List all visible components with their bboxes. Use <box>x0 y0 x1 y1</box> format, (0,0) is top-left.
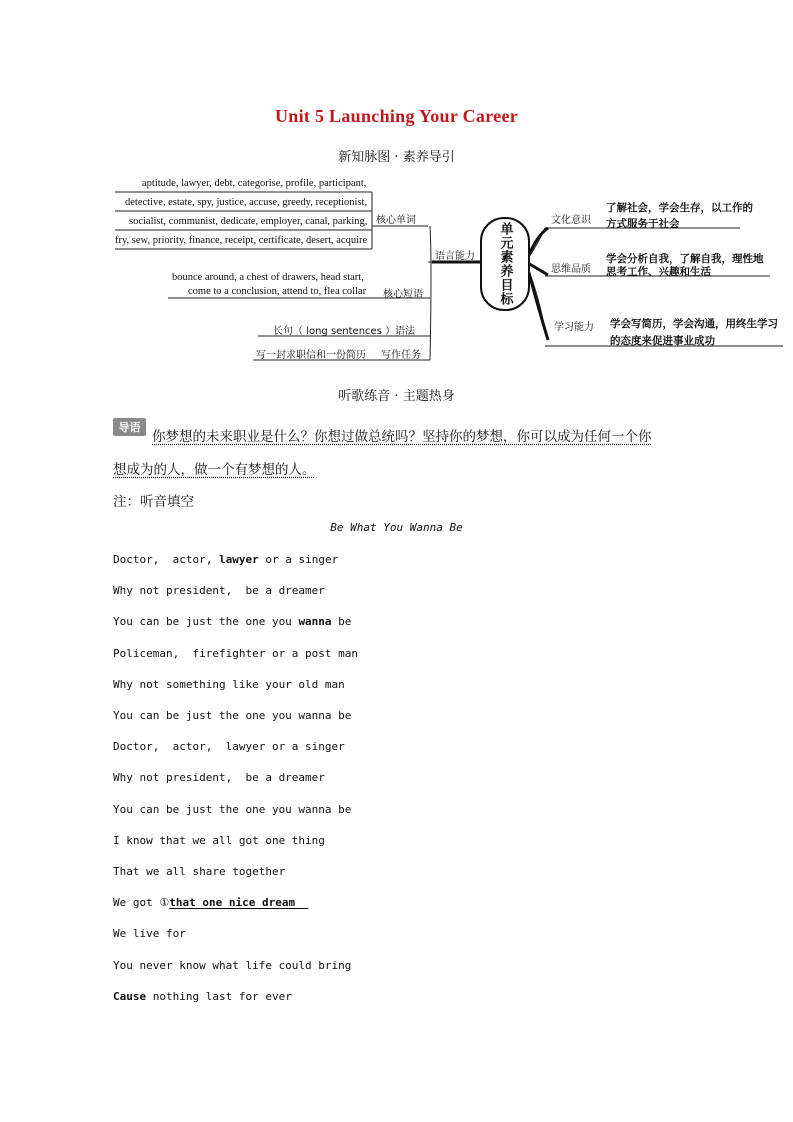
culture-label: 文化意识 <box>551 215 591 226</box>
lyric-text: You can be just the one you <box>113 615 299 629</box>
culture-line-1: 了解社会，学会生存，以工作的 <box>606 202 753 214</box>
learning-label: 学习能力 <box>554 322 594 333</box>
guide-line-2 <box>113 458 316 478</box>
lyric-text: Why not president, be a dreamer <box>113 771 325 785</box>
lyric-line <box>113 615 351 628</box>
phrase-line-2: come to a conclusion, attend to, flea collar <box>188 286 367 297</box>
lyric-text: Why not something like your old man <box>113 677 345 691</box>
culture-line-2: 方式服务于社会 <box>606 218 680 230</box>
mindmap-center-node <box>480 217 530 311</box>
lyric-line <box>113 678 345 691</box>
thinking-line-2: 思考工作、兴趣和生活 <box>606 266 711 278</box>
lyric-text: You never know what life could bring <box>113 958 352 972</box>
lyric-text: You can be just the one you wanna be <box>113 709 352 722</box>
phrase-line-1: bounce around, a chest of drawers, head start, <box>172 272 364 283</box>
lyric-line <box>113 584 325 597</box>
section-heading-song: 听歌练音 · 主题热身 <box>338 389 455 404</box>
center-node-label: 单元素养目标 <box>497 222 513 306</box>
grammar-label: 语法 <box>395 326 415 337</box>
lyric-line <box>113 709 351 722</box>
lyric-text: Policeman, firefighter or a post man <box>113 646 359 660</box>
phrase-label: 核心短语 <box>383 289 423 300</box>
lyric-emphasis: lawyer <box>218 553 259 566</box>
guide-badge: 导语 <box>113 418 146 436</box>
guide-text-2: 想成为的人，做一个有梦想的人。 <box>113 462 316 478</box>
lyric-text: That we all share together <box>113 865 286 878</box>
vocab-line-2: detective, estate, spy, justice, accuse, greedy, receptionist, <box>125 197 368 208</box>
lyric-line <box>113 865 285 878</box>
lyric-text: We got ① <box>113 896 170 910</box>
lyric-line <box>113 647 358 660</box>
lyric-line <box>113 771 325 784</box>
lyric-text: be <box>331 615 352 629</box>
lyric-line <box>113 553 338 566</box>
learning-line-1: 学会写简历，学会沟通，用终生学习 <box>610 318 778 330</box>
lyric-emphasis: Cause <box>113 989 147 1003</box>
task-label: 写作任务 <box>381 350 421 361</box>
lyric-line <box>113 834 325 847</box>
lyric-line <box>113 927 186 940</box>
lyric-emphasis: wanna <box>298 615 332 629</box>
lyric-text: nothing last for ever <box>146 989 292 1003</box>
lyric-text: You can be just the one you wanna be <box>113 802 352 816</box>
vocab-line-4: fry, sew, priority, finance, receipt, certificate, desert, acquire <box>115 235 368 246</box>
section-heading-mindmap: 新知脉图 · 素养导引 <box>338 150 455 165</box>
vocab-line-1: aptitude, lawyer, debt, categorise, profile, participant, <box>142 178 367 189</box>
lyric-line <box>113 740 345 753</box>
lyric-line <box>113 803 351 816</box>
vocab-line-3: socialist, communist, dedicate, employer, canal, parking, <box>129 216 368 227</box>
language-ability-label: 语言能力 <box>435 251 475 262</box>
lyric-text: We live for <box>113 927 186 941</box>
unit-title: Unit 5 Launching Your Career <box>274 106 519 126</box>
lyric-text: or a singer <box>258 553 339 566</box>
lyric-text: Doctor, actor, lawyer or a singer <box>113 740 345 754</box>
note-instruction: 注：听音填空 <box>113 494 194 510</box>
guide-text-1: 你梦想的未来职业是什么？你想过做总统吗？坚持你的梦想，你可以成为任何一个你 <box>152 429 652 445</box>
guide-line-1 <box>152 425 652 445</box>
task-item: 写一封求职信和一份简历 <box>256 350 366 361</box>
lyric-text: I know that we all got one thing <box>113 833 325 847</box>
thinking-label: 思维品质 <box>551 264 591 275</box>
fill-in-answer: that one nice dream <box>169 896 309 910</box>
grammar-item: 长句（ long sentences ） <box>273 326 396 337</box>
lyric-text: Doctor, actor, <box>113 553 219 566</box>
song-title: Be What You Wanna Be <box>330 521 463 534</box>
vocab-label: 核心单词 <box>376 215 416 226</box>
lyric-line <box>113 896 308 909</box>
lyric-text: Why not president, be a dreamer <box>113 584 325 598</box>
thinking-line-1: 学会分析自我，了解自我，理性地 <box>606 253 764 265</box>
lyric-line <box>113 959 351 972</box>
lyric-line <box>113 990 292 1003</box>
learning-line-2: 的态度来促进事业成功 <box>610 335 715 347</box>
